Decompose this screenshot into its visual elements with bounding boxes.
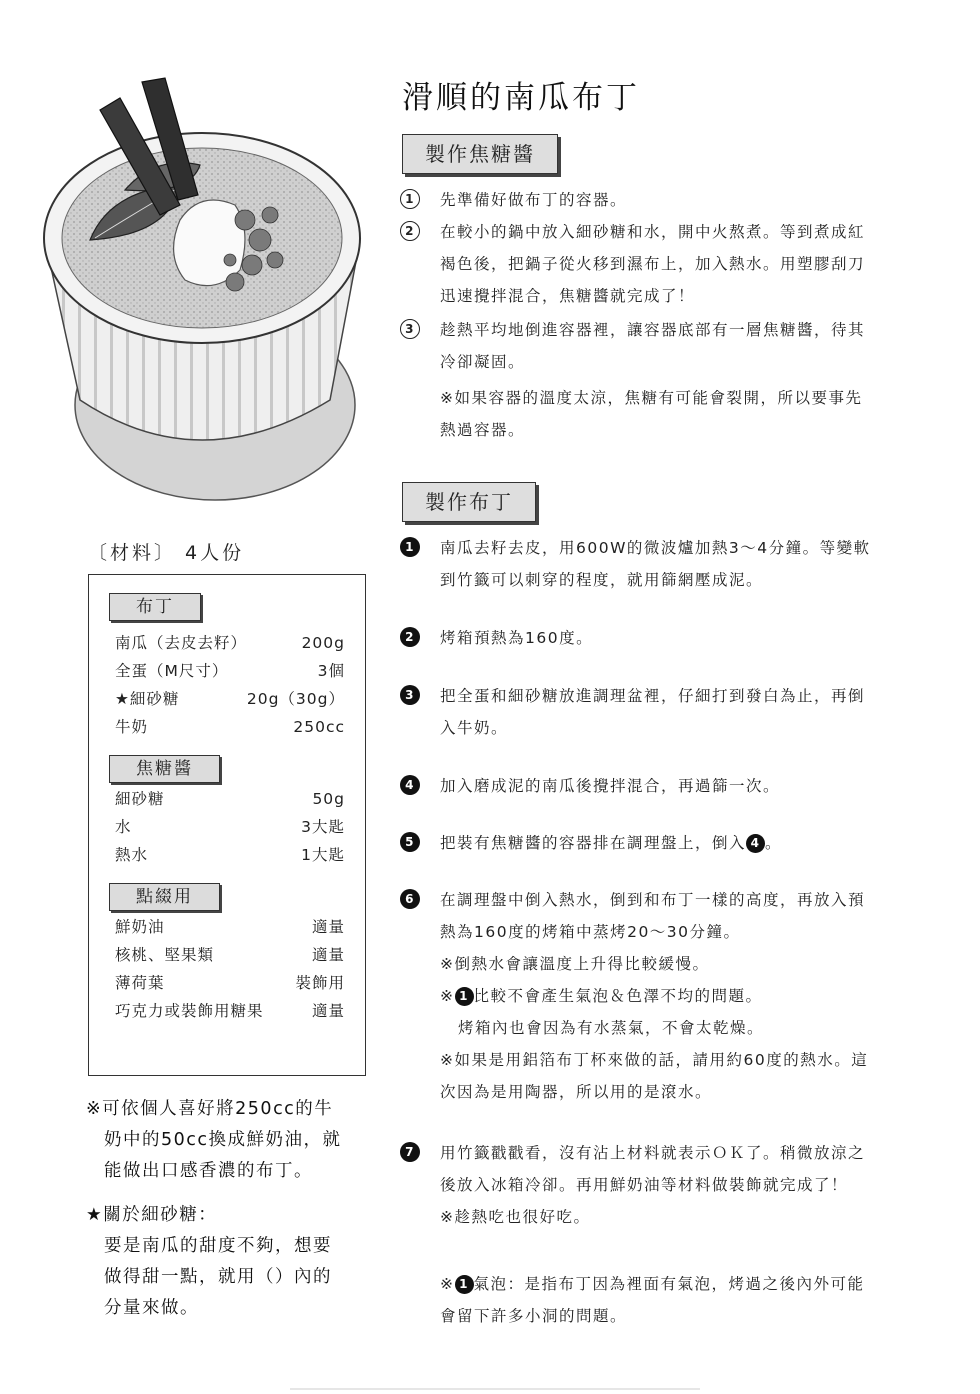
step-number: 4	[400, 775, 420, 795]
material-amount: 適量	[311, 918, 345, 936]
material-name: 牛奶	[115, 718, 149, 736]
step-number: 3	[400, 319, 420, 339]
sugar-note	[86, 1200, 372, 1324]
caramel-step-1	[400, 184, 900, 216]
materials-group-label: 布丁	[109, 593, 201, 621]
step-number: 1	[400, 189, 420, 209]
bubble-footnote	[400, 1268, 900, 1332]
materials-group-label: 焦糖醬	[109, 755, 220, 783]
step-number: 6	[400, 889, 420, 909]
material-name: 鮮奶油	[115, 918, 165, 936]
material-name: 南瓜（去皮去籽）	[115, 634, 248, 652]
step-number: 3	[400, 685, 420, 705]
milk-note-line: 奶中的50cc換成鮮奶油，就	[104, 1130, 342, 1150]
note-mark: ※	[440, 987, 455, 1005]
material-amount: 1大匙	[301, 846, 345, 864]
milk-note-line: 能做出口感香濃的布丁。	[104, 1161, 313, 1181]
material-row	[115, 969, 345, 997]
step-ref-badge: 4	[746, 834, 765, 853]
material-name: 細砂糖	[115, 790, 165, 808]
sugar-note-line: 要是南瓜的甜度不夠，想要	[104, 1236, 332, 1256]
step-text: 入牛奶。	[440, 719, 509, 737]
pudding-step-6	[400, 884, 900, 1108]
note-ref-badge: 1	[455, 987, 474, 1006]
footnote-text: 會留下許多小洞的問題。	[440, 1307, 628, 1325]
step-text: 加入磨成泥的南瓜後攪拌混合，再過篩一次。	[440, 777, 781, 795]
material-row	[115, 997, 345, 1025]
pudding-step-2	[400, 622, 900, 654]
step-text: ※趁熱吃也很好吃。	[440, 1208, 591, 1226]
step-note: ※如果容器的溫度太涼，焦糖有可能會裂開，所以要事先	[440, 389, 863, 407]
material-amount: 適量	[311, 946, 345, 964]
material-row	[115, 813, 345, 841]
step-text: 迅速攪拌混合，焦糖醬就完成了！	[440, 287, 696, 305]
step-text-before: 把裝有焦糖醬的容器排在調理盤上，倒入	[440, 834, 747, 852]
material-name: 熱水	[115, 846, 149, 864]
material-row	[115, 841, 345, 869]
pudding-step-7	[400, 1137, 900, 1233]
step-note: 次因為是用陶器，所以用的是滾水。	[440, 1083, 713, 1101]
step-text-after: 。	[765, 834, 783, 852]
step-text: 趁熱平均地倒進容器裡，讓容器底部有一層焦糖醬，待其	[440, 321, 866, 339]
material-row	[115, 685, 345, 713]
note-text: 比較不會產生氣泡＆色澤不均的問題。	[473, 987, 763, 1005]
material-row	[115, 713, 345, 741]
material-name: 巧克力或裝飾用糖果	[115, 1002, 264, 1020]
step-text: 在較小的鍋中放入細砂糖和水，開中火熬煮。等到煮成紅	[440, 223, 866, 241]
milk-note	[86, 1094, 372, 1187]
bottom-edge-marks	[290, 1386, 700, 1392]
caramel-step-3	[400, 314, 900, 446]
step-note	[440, 980, 900, 1012]
step-number: 1	[400, 537, 420, 557]
material-name: 薄荷葉	[115, 974, 165, 992]
materials-box	[88, 574, 366, 1076]
step-text: 在調理盤中倒入熱水，倒到和布丁一樣的高度，再放入預	[440, 891, 866, 909]
pudding-step-5	[400, 827, 900, 859]
step-text: ※倒熱水會讓溫度上升得比較緩慢。	[440, 955, 710, 973]
material-name: 水	[115, 818, 132, 836]
step-text: 把全蛋和細砂糖放進調理盆裡，仔細打到發白為止，再倒	[440, 687, 866, 705]
step-number: 2	[400, 627, 420, 647]
material-amount: 3大匙	[301, 818, 345, 836]
sugar-note-title: ★關於細砂糖：	[86, 1205, 218, 1225]
materials-header: 〔材料〕 4人份	[88, 542, 245, 564]
pudding-illustration	[30, 70, 370, 520]
caramel-step-2	[400, 216, 900, 312]
step-note: 烤箱內也會因為有水蒸氣，不會太乾燥。	[458, 1019, 765, 1037]
material-row	[115, 913, 345, 941]
step-number: 5	[400, 832, 420, 852]
step-text: 熱為160度的烤箱中蒸烤20～30分鐘。	[440, 923, 741, 941]
material-name: 全蛋（M尺寸）	[115, 662, 229, 680]
step-text: 到竹籤可以刺穿的程度，就用篩網壓成泥。	[440, 571, 764, 589]
step-number: 2	[400, 221, 420, 241]
step-note: 熱過容器。	[440, 421, 526, 439]
step-number: 7	[400, 1142, 420, 1162]
caramel-section-label: 製作焦糖醬	[402, 134, 558, 174]
material-amount: 50g	[312, 790, 345, 808]
sugar-note-line: 做得甜一點，就用（）內的	[104, 1267, 332, 1287]
pudding-section-label: 製作布丁	[402, 482, 536, 522]
material-amount: 250cc	[293, 718, 345, 736]
material-amount: 裝飾用	[295, 974, 345, 992]
material-row	[115, 785, 345, 813]
material-name: 核桃、堅果類	[115, 946, 215, 964]
material-name: ★細砂糖	[115, 690, 180, 708]
material-amount: 3個	[317, 662, 345, 680]
material-amount: 20g（30g）	[246, 690, 345, 708]
pudding-step-1	[400, 532, 900, 596]
material-row	[115, 941, 345, 969]
pudding-step-3	[400, 680, 900, 744]
step-text: 用竹籤戳戳看，沒有沾上材料就表示ＯＫ了。稍微放涼之	[440, 1144, 866, 1162]
pudding-step-4	[400, 770, 900, 802]
footnote-mark: ※	[440, 1275, 455, 1293]
step-text: 烤箱預熱為160度。	[440, 629, 594, 647]
step-text: 先準備好做布丁的容器。	[440, 191, 628, 209]
step-text: 後放入冰箱冷卻。再用鮮奶油等材料做裝飾就完成了！	[440, 1176, 849, 1194]
step-text: 褐色後，把鍋子從火移到濕布上，加入熱水。用塑膠刮刀	[440, 255, 866, 273]
step-text	[440, 827, 900, 859]
recipe-title: 滑順的南瓜布丁	[402, 80, 640, 116]
materials-group-label: 點綴用	[109, 883, 220, 911]
material-amount: 200g	[301, 634, 345, 652]
milk-note-line: ※可依個人喜好將250cc的牛	[86, 1099, 334, 1119]
step-note: ※如果是用鋁箔布丁杯來做的話，請用約60度的熱水。這	[440, 1051, 869, 1069]
footnote-ref-badge: 1	[455, 1275, 474, 1294]
footnote-text	[440, 1268, 900, 1300]
material-row	[115, 657, 345, 685]
material-row	[115, 629, 345, 657]
footnote-body: 氣泡：是指布丁因為裡面有氣泡，烤過之後內外可能	[473, 1275, 865, 1293]
material-amount: 適量	[311, 1002, 345, 1020]
sugar-note-line: 分量來做。	[104, 1298, 199, 1318]
step-text: 冷卻凝固。	[440, 353, 526, 371]
step-text: 南瓜去籽去皮，用600W的微波爐加熱3～4分鐘。等變軟	[440, 539, 871, 557]
